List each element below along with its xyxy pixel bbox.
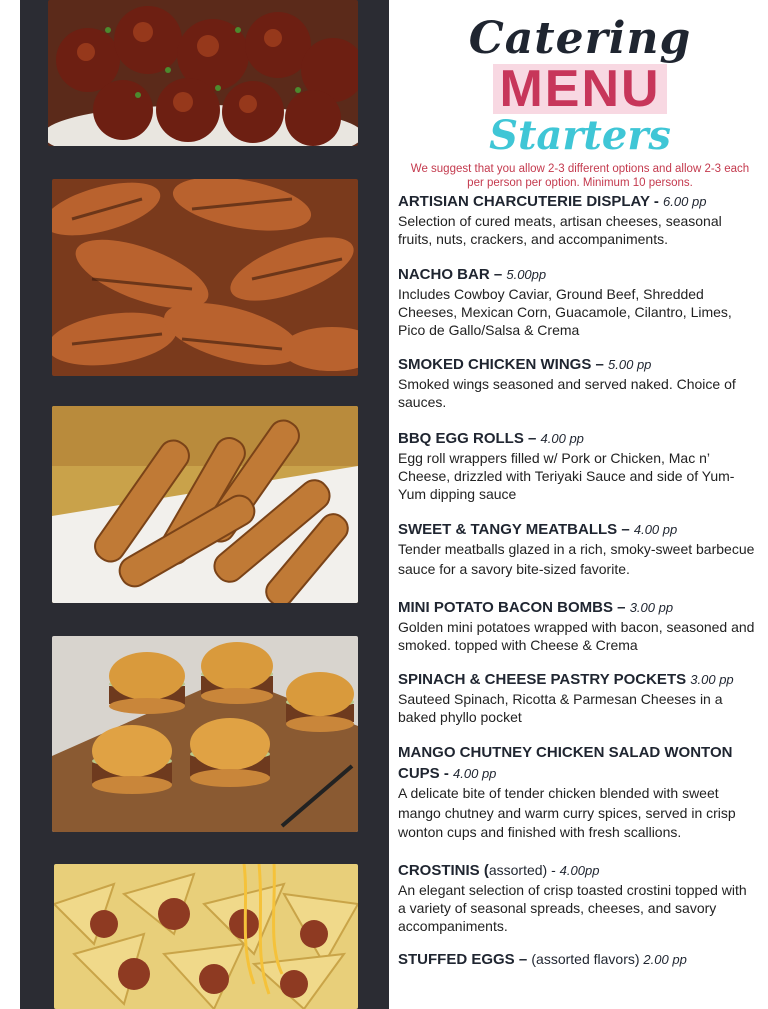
menu-item — [398, 669, 758, 726]
item-name: MANGO CHUTNEY CHICKEN SALAD WONTON CUPS — [398, 744, 733, 782]
menu-header — [400, 10, 760, 190]
photo-pulled-pork-sliders — [52, 636, 358, 832]
item-description: Smoked wings seasoned and served naked. Choice of sauces. — [398, 376, 736, 410]
item-name: NACHO BAR — [398, 266, 490, 283]
item-description: Includes Cowboy Caviar, Ground Beef, Shredded Cheeses, Mexican Corn, Guacamole, Cilantro, Limes, Pico de Gallo/Salsa & Crema — [398, 286, 732, 338]
item-price: 4.00 pp — [633, 522, 678, 537]
item-name: BBQ EGG ROLLS — [398, 430, 524, 447]
title-menu: MENU — [493, 64, 666, 114]
menu-item: CROSTINIS (assorted) - 4.00pp An elegant selection of crisp toasted crostini topped with a variety of seasonal spreads, cheeses, and savory accompaniments. — [398, 860, 758, 935]
item-price: 2.00 pp — [643, 952, 687, 967]
item-name: MINI POTATO BACON BOMBS — [398, 599, 613, 616]
item-description: Tender meatballs glazed in a rich, smoky-sweet barbecue sauce for a savory bite-sized favorite. — [398, 541, 755, 577]
item-name: SPINACH & CHEESE PASTRY POCKETS — [398, 671, 687, 688]
item-price: 5.00pp — [506, 267, 547, 282]
item-name: CROSTINIS ( — [398, 862, 489, 879]
item-description: A delicate bite of tender chicken blended with sweet mango chutney and warm curry spices, served in crisp wonton cups and finished with fresh scallions. — [398, 785, 736, 840]
menu-item: BBQ EGG ROLLS – 4.00 pp Egg roll wrappers filled w/ Pork or Chicken, Mac n’ Cheese, drizzled with Teriyaki Sauce and side of Yum-Yum dipping sauce — [398, 428, 758, 503]
item-name: STUFFED EGGS — [398, 951, 515, 968]
menu-item: ARTISIAN CHARCUTERIE DISPLAY - 6.00 pp Selection of cured meats, artisan cheeses, seasonal fruits, nuts, crackers, and accompaniments. — [398, 191, 758, 248]
item-description: An elegant selection of crisp toasted crostini topped with a variety of seasonal spreads, cheeses, and savory accompaniments. — [398, 882, 747, 934]
serving-suggestion: We suggest that you allow 2-3 different options and allow 2-3 each per person per option. Minimum 10 persons. — [410, 163, 750, 189]
photo-glazed-meatballs — [48, 0, 358, 146]
item-description: Selection of cured meats, artisan cheeses, seasonal fruits, nuts, crackers, and accompaniments. — [398, 213, 722, 247]
photo-smoked-chicken-wings — [52, 179, 358, 376]
item-price: 3.00 pp — [629, 600, 674, 615]
item-description: Egg roll wrappers filled w/ Pork or Chicken, Mac n’ Cheese, drizzled with Teriyaki Sauce and side of Yum-Yum dipping sauce — [398, 450, 735, 502]
item-name: SMOKED CHICKEN WINGS — [398, 356, 592, 373]
item-price: 4.00 pp — [453, 766, 497, 781]
menu-item: STUFFED EGGS – (assorted flavors) 2.00 pp — [398, 951, 687, 968]
item-price: 6.00 pp — [663, 194, 707, 209]
item-price: 4.00pp — [559, 863, 600, 878]
menu-item: NACHO BAR – 5.00pp Includes Cowboy Caviar, Ground Beef, Shredded Cheeses, Mexican Corn, Guacamole, Cilantro, Limes, Pico de Gallo/Salsa & Crema — [398, 264, 758, 339]
menu-item: MINI POTATO BACON BOMBS – 3.00 pp Golden mini potatoes wrapped with bacon, seasoned and smoked. topped with Cheese & Crema — [398, 597, 758, 654]
item-description: Sauteed Spinach, Ricotta & Parmesan Cheeses in a baked phyllo pocket — [398, 691, 723, 725]
photo-egg-rolls — [52, 406, 358, 603]
item-name: SWEET & TANGY MEATBALLS — [398, 521, 618, 538]
photo-loaded-nachos — [54, 864, 358, 1009]
item-price: 3.00 pp — [690, 672, 734, 687]
menu-item: MANGO CHUTNEY CHICKEN SALAD WONTON CUPS - 4.00 pp A delicate bite of tender chicken blended with sweet mango chutney and warm curry spices, served in crisp wonton cups and finished with fresh scallions. — [398, 743, 758, 843]
menu-item: SWEET & TANGY MEATBALLS – 4.00 pp Tender meatballs glazed in a rich, smoky-sweet barbecue sauce for a savory bite-sized favorite. — [398, 519, 758, 579]
item-price: 4.00 pp — [540, 431, 584, 446]
menu-item: SMOKED CHICKEN WINGS – 5.00 pp Smoked wings seasoned and served naked. Choice of sauces. — [398, 354, 758, 411]
subtitle-starters: Starters — [489, 112, 671, 159]
item-description: Golden mini potatoes wrapped with bacon, seasoned and smoked. topped with Cheese & Crema — [398, 619, 755, 653]
item-price: 5.00 pp — [608, 357, 652, 372]
item-name: ARTISIAN CHARCUTERIE DISPLAY — [398, 193, 650, 210]
title-catering: Catering — [468, 13, 692, 64]
